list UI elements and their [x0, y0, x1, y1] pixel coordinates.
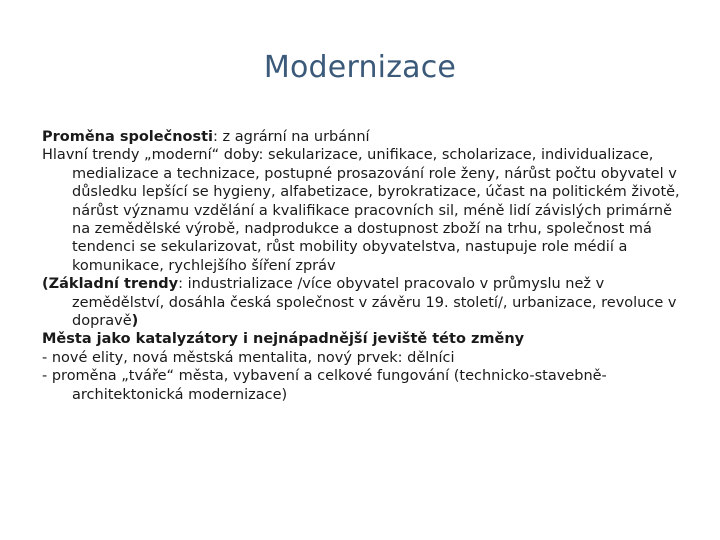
bold-heading-basic-trends: (Základní trendy	[42, 276, 179, 293]
bold-cities-catalysts: Města jako katalyzátory i nejnápadnější jeviště této změny	[42, 331, 525, 348]
paragraph-cities-catalysts	[42, 330, 682, 348]
paragraph-new-elites	[42, 349, 682, 367]
slide-title: Modernizace	[263, 50, 457, 85]
paragraph-city-face	[42, 367, 682, 404]
text-basic-trends: : industrializace /více obyvatel pracovalo v průmyslu než v zemědělství, dosáhla česká společnost v závěru 19. století/, urbanizace, revoluce v dopravě	[72, 276, 677, 330]
bold-heading-society-change: Proměna společnosti	[42, 129, 214, 145]
slide-body	[42, 128, 682, 404]
text-new-elites: - nové elity, nová městská mentalita, nový prvek: dělníci	[42, 349, 455, 366]
text-city-face: - proměna „tváře“ města, vybavení a celkové fungování (technicko-stavebně-architektonická modernizace)	[42, 368, 607, 403]
text-society-change: : z agrární na urbánní	[213, 129, 370, 145]
paragraph-main-trends	[42, 146, 682, 275]
text-main-trends: Hlavní trendy „moderní“ doby: sekularizace, unifikace, scholarizace, individualizace, medializace a technizace, postupné prosazování role ženy, nárůst počtu obyvatel v důsledku lepšící se hygieny, alfabetizace, byrokratizace, účast na politickém životě, nárůst významu vzdělání a kvalifikace pracovních sil, méně lidí závislých primárně na zemědělské výrobě, nadprodukce a dostupnost zboží na trhu, společnost má tendenci se sekularizovat, růst mobility obyvatelstva, nastupuje role médií a komunikace, rychlejšího šíření zpráv	[42, 147, 680, 274]
paragraph-society-change	[42, 128, 682, 146]
bold-closing-paren: )	[131, 313, 139, 330]
paragraph-basic-trends	[42, 275, 682, 330]
